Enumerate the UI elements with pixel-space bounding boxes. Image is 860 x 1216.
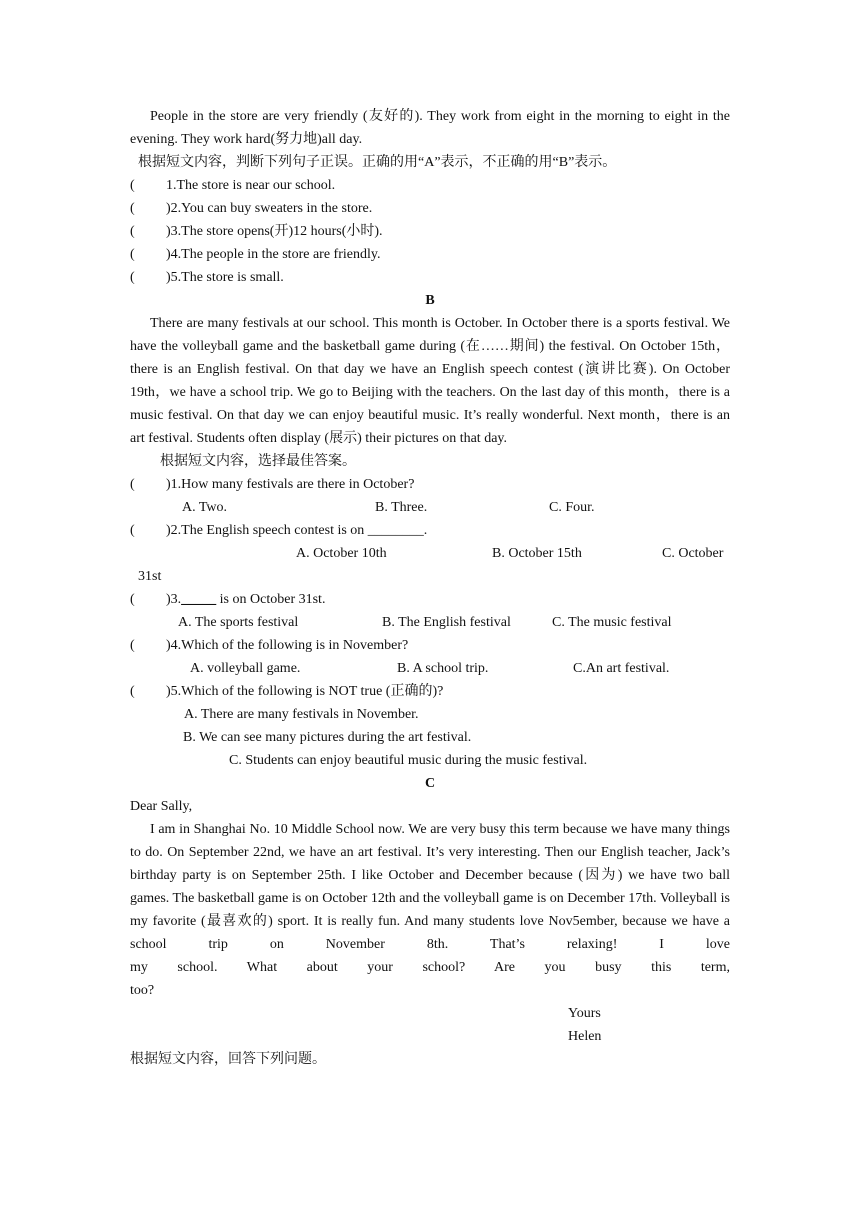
document-page	[130, 105, 730, 1071]
option-c-continued: 31st	[138, 569, 162, 584]
section-a-passage: People in the store are very friendly (友好的). They work from eight in the morning to eight in the evening. They work hard(努力地)all day.	[130, 109, 730, 147]
letter-body-end: too?	[130, 983, 155, 998]
answer-paren: (	[130, 638, 135, 653]
question-4-options	[130, 657, 730, 680]
option-a: A. Two.	[182, 500, 228, 515]
answer-paren: (	[130, 592, 135, 607]
letter-body: I am in Shanghai No. 10 Middle School now. We are very busy this term because we have many things to do. On September 22nd, we have an art festival. It’s very interesting. Then our English teacher, Jack’s birthday party is on September 25th. I like October and December because (因为) we have two ball games. The basketball game is on October 12th and the volleyball game is on December 17th. Volleyball is my favorite (最喜欢的) sport. It is really fun. And many students love Nov5ember, because we have a school trip on November 8th. That’s relaxing! I love	[130, 822, 730, 952]
option-c: C. The music festival	[552, 615, 672, 630]
answer-paren: (	[130, 477, 135, 492]
question-number: )3.	[166, 592, 182, 607]
letter-signature: Helen	[568, 1029, 602, 1044]
option-c: C. October	[662, 546, 724, 561]
answer-paren: (	[130, 270, 135, 285]
section-a-item-5	[130, 266, 730, 289]
letter-closing: Yours	[568, 1006, 601, 1021]
section-a-item-4	[130, 243, 730, 266]
question-2	[130, 519, 730, 542]
answer-paren: (	[130, 178, 135, 193]
question-5	[130, 680, 730, 703]
question-text: )2.The English speech contest is on ________.	[166, 523, 428, 538]
item-text: )4.The people in the store are friendly.	[166, 247, 381, 262]
option-b: B. We can see many pictures during the art festival.	[183, 730, 472, 745]
item-text: )2.You can buy sweaters in the store.	[166, 201, 373, 216]
question-text: )5.Which of the following is NOT true (正确的)?	[166, 684, 444, 699]
section-a-instruction: 根据短文内容，判断下列句子正误。正确的用“A”表示，不正确的用“B”表示。	[138, 155, 617, 170]
section-a-item-2	[130, 197, 730, 220]
option-b: B. October 15th	[492, 546, 582, 561]
answer-paren: (	[130, 224, 135, 239]
question-text: is on October 31st.	[216, 592, 326, 607]
item-text: )5.The store is small.	[166, 270, 284, 285]
question-text: )1.How many festivals are there in October?	[166, 477, 415, 492]
section-b-instruction: 根据短文内容，选择最佳答案。	[160, 454, 356, 469]
option-b: B. Three.	[375, 500, 428, 515]
option-a: A. There are many festivals in November.	[184, 707, 419, 722]
section-b-heading: B	[425, 293, 435, 308]
answer-paren: (	[130, 523, 135, 538]
section-a-item-3	[130, 220, 730, 243]
section-a-item-1	[130, 174, 730, 197]
option-c: C. Four.	[549, 500, 595, 515]
answer-paren: (	[130, 684, 135, 699]
question-1-options	[130, 496, 730, 519]
item-text: )3.The store opens(开)12 hours(小时).	[166, 224, 383, 239]
option-b: B. A school trip.	[397, 661, 489, 676]
question-1	[130, 473, 730, 496]
question-text: )4.Which of the following is in November?	[166, 638, 409, 653]
option-c: C.An art festival.	[573, 661, 670, 676]
section-c-heading: C	[424, 776, 436, 791]
option-a: A. October 10th	[296, 546, 387, 561]
option-c: C. Students can enjoy beautiful music during the music festival.	[229, 753, 588, 768]
letter-greeting: Dear Sally,	[130, 799, 193, 814]
answer-paren: (	[130, 201, 135, 216]
question-3-options	[130, 611, 730, 634]
letter-body-last-line: my school. What about your school? Are you busy this term,	[130, 960, 730, 975]
section-c-instruction: 根据短文内容，回答下列问题。	[130, 1052, 326, 1067]
section-b-passage: There are many festivals at our school. This month is October. In October there is a sports festival. We have the volleyball game and the basketball game during (在……期间) the festival. On October 15th，there is an English festival. On that day we have an English speech contest (演讲比赛). On October 19th，we have a school trip. We go to Beijing with the teachers. On the last day of this month，there is a music festival. On that day we can enjoy beautiful music. It’s really wonderful. Next month，there is an art festival. Students often display (展示) their pictures on that day.	[130, 316, 730, 446]
answer-blank: _____	[181, 592, 217, 607]
question-2-options	[130, 542, 730, 565]
answer-paren: (	[130, 247, 135, 262]
question-3	[130, 588, 730, 611]
option-a: A. volleyball game.	[190, 661, 301, 676]
question-4	[130, 634, 730, 657]
item-text: 1.The store is near our school.	[166, 178, 336, 193]
option-a: A. The sports festival	[178, 615, 299, 630]
option-b: B. The English festival	[382, 615, 511, 630]
